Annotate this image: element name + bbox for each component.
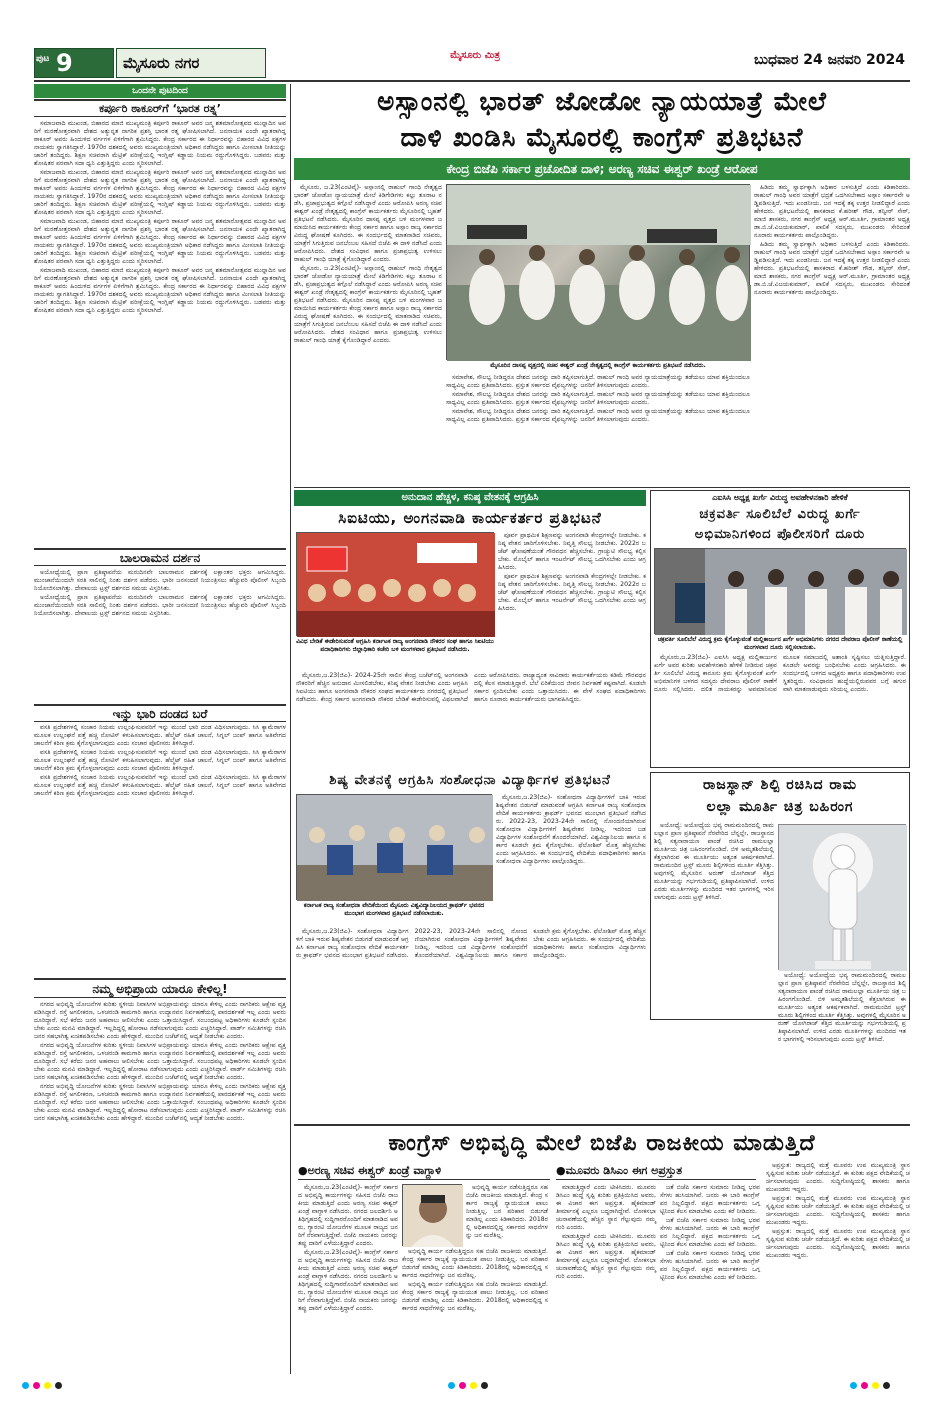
masthead-rule	[34, 80, 910, 82]
bottom-body5: ಅಪ್ರಸ್ತುತ: ರಾಜ್ಯದಲ್ಲಿ ಮತ್ತೆ ಮೂವರು ಉಪ ಮುಖ್ಯಮಂತ್ರಿ ಸ್ಥಾನ ಸೃಷ್ಟಿಸುವ ಕುರಿತು ಚರ್ಚೆ ನಡೆಯುತ್ತಿದೆ. ಈ ಕುರಿತು ಪಕ್ಷದ ವೇದಿಕೆಯಲ್ಲಿ ಚರ್ಚಿಸಲಾಗುವುದು ಎಂದರು. ಸುದ್ದಿಗೋಷ್ಠಿಯಲ್ಲಿ ಶಾಸಕರು ಹಾಗೂ ಮುಖಂಡರು ಇದ್ದರು. ಅಪ್ರಸ್ತುತ: ರಾಜ್ಯದಲ್ಲಿ ಮತ್ತೆ ಮೂವರು ಉಪ ಮುಖ್ಯಮಂತ್ರಿ ಸ್ಥಾನ ಸೃಷ್ಟಿಸುವ ಕುರಿತು ಚರ್ಚೆ ನಡೆಯುತ್ತಿದೆ. ಈ ಕುರಿತು ಪಕ್ಷದ ವೇದಿಕೆಯಲ್ಲಿ ಚರ್ಚಿಸಲಾಗುವುದು ಎಂದರು. ಸುದ್ದಿಗೋಷ್ಠಿಯಲ್ಲಿ ಶಾಸಕರು ಹಾಗೂ ಮುಖಂಡರು ಇದ್ದರು. ಅಪ್ರಸ್ತುತ: ರಾಜ್ಯದಲ್ಲಿ ಮತ್ತೆ ಮೂವರು ಉಪ ಮುಖ್ಯಮಂತ್ರಿ ಸ್ಥಾನ ಸೃಷ್ಟಿಸುವ ಕುರಿತು ಚರ್ಚೆ ನಡೆಯುತ್ತಿದೆ. ಈ ಕುರಿತು ಪಕ್ಷದ ವೇದಿಕೆಯಲ್ಲಿ ಚರ್ಚಿಸಲಾಗುವುದು ಎಂದರು. ಸುದ್ದಿಗೋಷ್ಠಿಯಲ್ಲಿ ಶಾಸಕರು ಹಾಗೂ ಮುಖಂಡರು ಇದ್ದರು.	[766, 1162, 910, 1259]
lead-body-right: ಹಿಡಿದು ತಮ್ಮ ಸ್ವಾರ್ಥಕ್ಕಾಗಿ ಅಧಿಕಾರ ಬಳಸುತ್ತಿದೆ ಎಂದು ಕಿಡಿಕಾರಿದರು. ರಾಹುಲ್ ಗಾಂಧಿ ಅವರ ಯಾತ್ರೆಗೆ ಭದ್ರತೆ ಒದಗಿಸಬೇಕಾದ ಅಸ್ಸಾಂ ಸರ್ಕಾರವೇ ಅಡ್ಡಿಪಡಿಸುತ್ತಿದೆ. ಇದು ಖಂಡನೀಯ. ಜನ ಇದಕ್ಕೆ ತಕ್ಕ ಉತ್ತರ ನೀಡಲಿದ್ದಾರೆ ಎಂದು ಹೇಳಿದರು. ಪ್ರತಿಭಟನೆಯಲ್ಲಿ ಶಾಸಕರಾದ ಕೆ.ಹರೀಶ್ ಗೌಡ, ತನ್ವೀರ್ ಸೇಠ್, ಮಾಜಿ ಶಾಸಕರು, ನಗರ ಕಾಂಗ್ರೆಸ್ ಅಧ್ಯಕ್ಷ ಆರ್.ಮೂರ್ತಿ, ಗ್ರಾಮಾಂತರ ಅಧ್ಯಕ್ಷ ಡಾ.ಬಿ.ಜೆ.ವಿಜಯಕುಮಾರ್, ಪಾಲಿಕೆ ಸದಸ್ಯರು, ಮುಖಂಡರು ಸೇರಿದಂತೆ ನೂರಾರು ಕಾರ್ಯಕರ್ತರು ಪಾಲ್ಗೊಂಡಿದ್ದರು. ಹಿಡಿದು ತಮ್ಮ ಸ್ವಾರ್ಥಕ್ಕಾಗಿ ಅಧಿಕಾರ ಬಳಸುತ್ತಿದೆ ಎಂದು ಕಿಡಿಕಾರಿದರು. ರಾಹುಲ್ ಗಾಂಧಿ ಅವರ ಯಾತ್ರೆಗೆ ಭದ್ರತೆ ಒದಗಿಸಬೇಕಾದ ಅಸ್ಸಾಂ ಸರ್ಕಾರವೇ ಅಡ್ಡಿಪಡಿಸುತ್ತಿದೆ. ಇದು ಖಂಡನೀಯ. ಜನ ಇದಕ್ಕೆ ತಕ್ಕ ಉತ್ತರ ನೀಡಲಿದ್ದಾರೆ ಎಂದು ಹೇಳಿದರು. ಪ್ರತಿಭಟನೆಯಲ್ಲಿ ಶಾಸಕರಾದ ಕೆ.ಹರೀಶ್ ಗೌಡ, ತನ್ವೀರ್ ಸೇಠ್, ಮಾಜಿ ಶಾಸಕರು, ನಗರ ಕಾಂಗ್ರೆಸ್ ಅಧ್ಯಕ್ಷ ಆರ್.ಮೂರ್ತಿ, ಗ್ರಾಮಾಂತರ ಅಧ್ಯಕ್ಷ ಡಾ.ಬಿ.ಜೆ.ವಿಜಯಕುಮಾರ್, ಪಾಲಿಕೆ ಸದಸ್ಯರು, ಮುಖಂಡರು ಸೇರಿದಂತೆ ನೂರಾರು ಕಾರ್ಯಕರ್ತರು ಪಾಲ್ಗೊಂಡಿದ್ದರು.	[754, 184, 910, 296]
lead-body-bottom: ಸಮಾವೇಶ, ಸೌಲಭ್ಯ ನೀಡಿದ್ದರೂ ದೇಶದ ಜನರನ್ನು ದಾರಿ ತಪ್ಪಿಸಲಾಗುತ್ತಿದೆ. ರಾಹುಲ್ ಗಾಂಧಿ ಅವರ ನ್ಯಾಯಯಾತ್ರೆಯನ್ನು ತಡೆಯಲು ಯಾವ ಶಕ್ತಿಯಿಂದಲೂ ಸಾಧ್ಯವಿಲ್ಲ ಎಂದು ಪ್ರತಿಪಾದಿಸಿದರು. ಪ್ರಸ್ತುತ ಸರ್ಕಾರದ ವೈಫಲ್ಯಗಳನ್ನು ಜನರಿಗೆ ತಿಳಿಸಲಾಗುವುದು ಎಂದರು. ಸಮಾವೇಶ, ಸೌಲಭ್ಯ ನೀಡಿದ್ದರೂ ದೇಶದ ಜನರನ್ನು ದಾರಿ ತಪ್ಪಿಸಲಾಗುತ್ತಿದೆ. ರಾಹುಲ್ ಗಾಂಧಿ ಅವರ ನ್ಯಾಯಯಾತ್ರೆಯನ್ನು ತಡೆಯಲು ಯಾವ ಶಕ್ತಿಯಿಂದಲೂ ಸಾಧ್ಯವಿಲ್ಲ ಎಂದು ಪ್ರತಿಪಾದಿಸಿದರು. ಪ್ರಸ್ತುತ ಸರ್ಕಾರದ ವೈಫಲ್ಯಗಳನ್ನು ಜನರಿಗೆ ತಿಳಿಸಲಾಗುವುದು ಎಂದರು. ಸಮಾವೇಶ, ಸೌಲಭ್ಯ ನೀಡಿದ್ದರೂ ದೇಶದ ಜನರನ್ನು ದಾರಿ ತಪ್ಪಿಸಲಾಗುತ್ತಿದೆ. ರಾಹುಲ್ ಗಾಂಧಿ ಅವರ ನ್ಯಾಯಯಾತ್ರೆಯನ್ನು ತಡೆಯಲು ಯಾವ ಶಕ್ತಿಯಿಂದಲೂ ಸಾಧ್ಯವಿಲ್ಲ ಎಂದು ಪ್ರತಿಪಾದಿಸಿದರು. ಪ್ರಸ್ತುತ ಸರ್ಕಾರದ ವೈಫಲ್ಯಗಳನ್ನು ಜನರಿಗೆ ತಿಳಿಸಲಾಗುವುದು ಎಂದರು.	[446, 374, 750, 423]
cyan-dot	[22, 1382, 29, 1389]
ram-body-lower: ಅಯೋಧ್ಯೆ: ಅಯೋಧ್ಯೆಯ ಭವ್ಯ ರಾಮಮಂದಿರದಲ್ಲಿ ರಾಮಲಲ್ಲಾನ ಪ್ರಾಣ ಪ್ರತಿಷ್ಠಾಪನೆ ನೆರವೇರಿದ ಬೆನ್ನಲ್ಲೇ, ರಾಜಸ್ಥಾನದ ಶಿಲ್ಪಿ ಸತ್ಯನಾರಾಯಣ ಪಾಂಡೆ ರಚಿಸಿದ ರಾಮಲಲ್ಲಾ ಮೂರ್ತಿಯ ಚಿತ್ರ ಬಹಿರಂಗಗೊಂಡಿದೆ. ಬಿಳಿ ಅಮೃತಶಿಲೆಯಲ್ಲಿ ಕೆತ್ತಲಾಗಿರುವ ಈ ಮೂರ್ತಿಯು ಅತ್ಯಂತ ಆಕರ್ಷಕವಾಗಿದೆ. ರಾಮಮಂದಿರ ಟ್ರಸ್ಟ್ ಮೂರು ಶಿಲ್ಪಿಗಳಿಂದ ಮೂರ್ತಿ ಕೆತ್ತಿಸಿತ್ತು. ಅವುಗಳಲ್ಲಿ ಮೈಸೂರಿನ ಅರುಣ್ ಯೋಗಿರಾಜ್ ಕೆತ್ತಿದ ಮೂರ್ತಿಯನ್ನು ಗರ್ಭಗುಡಿಯಲ್ಲಿ ಪ್ರತಿಷ್ಠಾಪಿಸಲಾಗಿದೆ. ಉಳಿದ ಎರಡು ಮೂರ್ತಿಗಳನ್ನು ಮಂದಿರದ ಇತರ ಭಾಗಗಳಲ್ಲಿ ಇರಿಸಲಾಗುವುದು ಎಂದು ಟ್ರಸ್ಟ್ ತಿಳಿಸಿದೆ.	[778, 972, 906, 1043]
page-number: 9	[56, 49, 73, 77]
lead-photo	[446, 184, 750, 360]
yellow-dot	[44, 1382, 51, 1389]
black-dot	[481, 1382, 488, 1389]
minister-photo	[402, 1184, 462, 1246]
bottom-sub2: ●ಮೂವರು ಡಿಸಿಎಂ ಈಗ ಅಪ್ರಸ್ತುತ	[556, 1162, 756, 1180]
ram-idol-image	[779, 825, 907, 971]
story1-body: ಸಮಾಜವಾದಿ ಮುಖಂಡ, ಬಿಹಾರದ ಮಾಜಿ ಮುಖ್ಯಮಂತ್ರಿ ಕರ್ಪೂರಿ ಠಾಕೂರ್ ಅವರ ಜನ್ಮ ಶತಮಾನೋತ್ಸವದ ಮುನ್ನಾದಿನ ಅವರಿಗೆ ಮರಣೋತ್ತರವಾಗಿ ದೇಶದ ಅತ್ಯುನ್ನತ ನಾಗರಿಕ ಪ್ರಶಸ್ತಿ ಭಾರತ ರತ್ನ ಘೋಷಿಸಲಾಗಿದೆ. ಜನನಾಯಕ ಎಂದೇ ಖ್ಯಾತರಾಗಿದ್ದ ಠಾಕೂರ್ ಅವರು ಹಿಂದುಳಿದ ವರ್ಗಗಳ ಏಳಿಗೆಗಾಗಿ ಶ್ರಮಿಸಿದ್ದರು. ಕೇಂದ್ರ ಸರ್ಕಾರದ ಈ ನಿರ್ಧಾರವನ್ನು ಬಿಹಾರದ ವಿವಿಧ ಪಕ್ಷಗಳ ನಾಯಕರು ಸ್ವಾಗತಿಸಿದ್ದಾರೆ. 1970ರ ದಶಕದಲ್ಲಿ ಅವರು ಮುಖ್ಯಮಂತ್ರಿಯಾಗಿ ಅಧಿಕಾರ ನಡೆಸಿದ್ದರು ಹಾಗೂ ಮೀಸಲಾತಿ ನೀತಿಯನ್ನು ಜಾರಿಗೆ ತಂದಿದ್ದರು. ಶಿಕ್ಷಣ ಸಚಿವರಾಗಿ ಮೆಟ್ರಿಕ್ ಪರೀಕ್ಷೆಯಲ್ಲಿ ಇಂಗ್ಲಿಷ್ ಕಡ್ಡಾಯ ನಿಯಮ ರದ್ದುಗೊಳಿಸಿದ್ದರು. ಬಡವರು ಮತ್ತು ಶೋಷಿತರ ಪರವಾಗಿ ಸದಾ ಧ್ವನಿ ಎತ್ತುತ್ತಿದ್ದರು ಎಂದು ಸ್ಮರಿಸಲಾಗಿದೆ. ಸಮಾಜವಾದಿ ಮುಖಂಡ, ಬಿಹಾರದ ಮಾಜಿ ಮುಖ್ಯಮಂತ್ರಿ ಕರ್ಪೂರಿ ಠಾಕೂರ್ ಅವರ ಜನ್ಮ ಶತಮಾನೋತ್ಸವದ ಮುನ್ನಾದಿನ ಅವರಿಗೆ ಮರಣೋತ್ತರವಾಗಿ ದೇಶದ ಅತ್ಯುನ್ನತ ನಾಗರಿಕ ಪ್ರಶಸ್ತಿ ಭಾರತ ರತ್ನ ಘೋಷಿಸಲಾಗಿದೆ. ಜನನಾಯಕ ಎಂದೇ ಖ್ಯಾತರಾಗಿದ್ದ ಠಾಕೂರ್ ಅವರು ಹಿಂದುಳಿದ ವರ್ಗಗಳ ಏಳಿಗೆಗಾಗಿ ಶ್ರಮಿಸಿದ್ದರು. ಕೇಂದ್ರ ಸರ್ಕಾರದ ಈ ನಿರ್ಧಾರವನ್ನು ಬಿಹಾರದ ವಿವಿಧ ಪಕ್ಷಗಳ ನಾಯಕರು ಸ್ವಾಗತಿಸಿದ್ದಾರೆ. 1970ರ ದಶಕದಲ್ಲಿ ಅವರು ಮುಖ್ಯಮಂತ್ರಿಯಾಗಿ ಅಧಿಕಾರ ನಡೆಸಿದ್ದರು ಹಾಗೂ ಮೀಸಲಾತಿ ನೀತಿಯನ್ನು ಜಾರಿಗೆ ತಂದಿದ್ದರು. ಶಿಕ್ಷಣ ಸಚಿವರಾಗಿ ಮೆಟ್ರಿಕ್ ಪರೀಕ್ಷೆಯಲ್ಲಿ ಇಂಗ್ಲಿಷ್ ಕಡ್ಡಾಯ ನಿಯಮ ರದ್ದುಗೊಳಿಸಿದ್ದರು. ಬಡವರು ಮತ್ತು ಶೋಷಿತರ ಪರವಾಗಿ ಸದಾ ಧ್ವನಿ ಎತ್ತುತ್ತಿದ್ದರು ಎಂದು ಸ್ಮರಿಸಲಾಗಿದೆ. ಸಮಾಜವಾದಿ ಮುಖಂಡ, ಬಿಹಾರದ ಮಾಜಿ ಮುಖ್ಯಮಂತ್ರಿ ಕರ್ಪೂರಿ ಠಾಕೂರ್ ಅವರ ಜನ್ಮ ಶತಮಾನೋತ್ಸವದ ಮುನ್ನಾದಿನ ಅವರಿಗೆ ಮರಣೋತ್ತರವಾಗಿ ದೇಶದ ಅತ್ಯುನ್ನತ ನಾಗರಿಕ ಪ್ರಶಸ್ತಿ ಭಾರತ ರತ್ನ ಘೋಷಿಸಲಾಗಿದೆ. ಜನನಾಯಕ ಎಂದೇ ಖ್ಯಾತರಾಗಿದ್ದ ಠಾಕೂರ್ ಅವರು ಹಿಂದುಳಿದ ವರ್ಗಗಳ ಏಳಿಗೆಗಾಗಿ ಶ್ರಮಿಸಿದ್ದರು. ಕೇಂದ್ರ ಸರ್ಕಾರದ ಈ ನಿರ್ಧಾರವನ್ನು ಬಿಹಾರದ ವಿವಿಧ ಪಕ್ಷಗಳ ನಾಯಕರು ಸ್ವಾಗತಿಸಿದ್ದಾರೆ. 1970ರ ದಶಕದಲ್ಲಿ ಅವರು ಮುಖ್ಯಮಂತ್ರಿಯಾಗಿ ಅಧಿಕಾರ ನಡೆಸಿದ್ದರು ಹಾಗೂ ಮೀಸಲಾತಿ ನೀತಿಯನ್ನು ಜಾರಿಗೆ ತಂದಿದ್ದರು. ಶಿಕ್ಷಣ ಸಚಿವರಾಗಿ ಮೆಟ್ರಿಕ್ ಪರೀಕ್ಷೆಯಲ್ಲಿ ಇಂಗ್ಲಿಷ್ ಕಡ್ಡಾಯ ನಿಯಮ ರದ್ದುಗೊಳಿಸಿದ್ದರು. ಬಡವರು ಮತ್ತು ಶೋಷಿತರ ಪರವಾಗಿ ಸದಾ ಧ್ವನಿ ಎತ್ತುತ್ತಿದ್ದರು ಎಂದು ಸ್ಮರಿಸಲಾಗಿದೆ. ಸಮಾಜವಾದಿ ಮುಖಂಡ, ಬಿಹಾರದ ಮಾಜಿ ಮುಖ್ಯಮಂತ್ರಿ ಕರ್ಪೂರಿ ಠಾಕೂರ್ ಅವರ ಜನ್ಮ ಶತಮಾನೋತ್ಸವದ ಮುನ್ನಾದಿನ ಅವರಿಗೆ ಮರಣೋತ್ತರವಾಗಿ ದೇಶದ ಅತ್ಯುನ್ನತ ನಾಗರಿಕ ಪ್ರಶಸ್ತಿ ಭಾರತ ರತ್ನ ಘೋಷಿಸಲಾಗಿದೆ. ಜನನಾಯಕ ಎಂದೇ ಖ್ಯಾತರಾಗಿದ್ದ ಠಾಕೂರ್ ಅವರು ಹಿಂದುಳಿದ ವರ್ಗಗಳ ಏಳಿಗೆಗಾಗಿ ಶ್ರಮಿಸಿದ್ದರು. ಕೇಂದ್ರ ಸರ್ಕಾರದ ಈ ನಿರ್ಧಾರವನ್ನು ಬಿಹಾರದ ವಿವಿಧ ಪಕ್ಷಗಳ ನಾಯಕರು ಸ್ವಾಗತಿಸಿದ್ದಾರೆ. 1970ರ ದಶಕದಲ್ಲಿ ಅವರು ಮುಖ್ಯಮಂತ್ರಿಯಾಗಿ ಅಧಿಕಾರ ನಡೆಸಿದ್ದರು ಹಾಗೂ ಮೀಸಲಾತಿ ನೀತಿಯನ್ನು ಜಾರಿಗೆ ತಂದಿದ್ದರು. ಶಿಕ್ಷಣ ಸಚಿವರಾಗಿ ಮೆಟ್ರಿಕ್ ಪರೀಕ್ಷೆಯಲ್ಲಿ ಇಂಗ್ಲಿಷ್ ಕಡ್ಡಾಯ ನಿಯಮ ರದ್ದುಗೊಳಿಸಿದ್ದರು. ಬಡವರು ಮತ್ತು ಶೋಷಿತರ ಪರವಾಗಿ ಸದಾ ಧ್ವನಿ ಎತ್ತುತ್ತಿದ್ದರು ಎಂದು ಸ್ಮರಿಸಲಾಗಿದೆ.	[34, 120, 286, 314]
ram-headline-line1: ರಾಜಸ್ಥಾನ್ ಶಿಲ್ಪಿ ರಚಿಸಿದ ರಾಮ	[702, 777, 858, 793]
paper-name: ಮೈಸೂರು ಮಿತ್ರ	[450, 50, 500, 61]
bottom-body2-top: ಅಭಿವೃದ್ಧಿ ಕಾರ್ಯ ನಡೆಸುತ್ತಿದ್ದರೂ ಸಹ ಬಿಜೆಪಿ ರಾಜಕೀಯ ಮಾಡುತ್ತಿದೆ. ಕೇಂದ್ರ ಸರ್ಕಾರ ರಾಜ್ಯಕ್ಕೆ ನ್ಯಾಯಯುತ ಪಾಲು ನೀಡುತ್ತಿಲ್ಲ. ಬರ ಪರಿಹಾರ ಬಿಡುಗಡೆ ಮಾಡಿಲ್ಲ ಎಂದು ಕಿಡಿಕಾರಿದರು. 2018ರಲ್ಲಿ ಅಧಿಕಾರದಲ್ಲಿದ್ದ ಸರ್ಕಾರದ ಸಾಧನೆಗಳನ್ನು ಜನ ಮರೆತಿಲ್ಲ.	[466, 1184, 548, 1239]
bottom-body1: ಮೈಸೂರು,ಜ.23(ಎಂಟಿವೈ)- ಕಾಂಗ್ರೆಸ್ ಸರ್ಕಾರದ ಅಭಿವೃದ್ಧಿ ಕಾರ್ಯಗಳನ್ನು ಸಹಿಸದ ಬಿಜೆಪಿ ರಾಜಕೀಯ ಮಾಡುತ್ತಿದೆ ಎಂದು ಅರಣ್ಯ ಸಚಿವ ಈಶ್ವರ್ ಖಂಡ್ರೆ ವಾಗ್ದಾಳಿ ನಡೆಸಿದರು. ನಗರದ ಜಲದರ್ಶಿನಿ ಅತಿಥಿಗೃಹದಲ್ಲಿ ಸುದ್ದಿಗಾರರೊಂದಿಗೆ ಮಾತನಾಡಿದ ಅವರು, ಗ್ಯಾರಂಟಿ ಯೋಜನೆಗಳ ಮೂಲಕ ರಾಜ್ಯದ ಜನರಿಗೆ ನೆರವಾಗುತ್ತಿದ್ದೇವೆ. ಬಿಜೆಪಿ ನಾಯಕರು ಜನರನ್ನು ತಪ್ಪು ದಾರಿಗೆ ಎಳೆಯುತ್ತಿದ್ದಾರೆ ಎಂದರು. ಮೈಸೂರು,ಜ.23(ಎಂಟಿವೈ)- ಕಾಂಗ್ರೆಸ್ ಸರ್ಕಾರದ ಅಭಿವೃದ್ಧಿ ಕಾರ್ಯಗಳನ್ನು ಸಹಿಸದ ಬಿಜೆಪಿ ರಾಜಕೀಯ ಮಾಡುತ್ತಿದೆ ಎಂದು ಅರಣ್ಯ ಸಚಿವ ಈಶ್ವರ್ ಖಂಡ್ರೆ ವಾಗ್ದಾಳಿ ನಡೆಸಿದರು. ನಗರದ ಜಲದರ್ಶಿನಿ ಅತಿಥಿಗೃಹದಲ್ಲಿ ಸುದ್ದಿಗಾರರೊಂದಿಗೆ ಮಾತನಾಡಿದ ಅವರು, ಗ್ಯಾರಂಟಿ ಯೋಜನೆಗಳ ಮೂಲಕ ರಾಜ್ಯದ ಜನರಿಗೆ ನೆರವಾಗುತ್ತಿದ್ದೇವೆ. ಬಿಜೆಪಿ ನಾಯಕರು ಜನರನ್ನು ತಪ್ಪು ದಾರಿಗೆ ಎಳೆಯುತ್ತಿದ್ದಾರೆ ಎಂದರು.	[298, 1184, 398, 1312]
citu-body-right: ಪೂರ್ವ ಪ್ರಾಥಮಿಕ ಶಿಕ್ಷಣವನ್ನು ಅಂಗನವಾಡಿ ಕೇಂದ್ರಗಳಲ್ಲೇ ನೀಡಬೇಕು. ಕನಿಷ್ಠ ವೇತನ ಜಾರಿಗೊಳಿಸಬೇಕು. ನಿವೃತ್ತಿ ಸೌಲಭ್ಯ ನೀಡಬೇಕು. 2022ರ ಬಜೆಟ್ ಘೋಷಣೆಯಂತೆ ಗೌರವಧನ ಹೆಚ್ಚಿಸಬೇಕು. ಗ್ರಾಚ್ಯುಟಿ ಸೌಲಭ್ಯ ಕಲ್ಪಿಸಬೇಕು. ಮೊಬೈಲ್ ಹಾಗೂ ಇಂಟರ್ನೆಟ್ ಸೌಲಭ್ಯ ಒದಗಿಸಬೇಕು ಎಂದು ಆಗ್ರಹಿಸಿದರು. ಪೂರ್ವ ಪ್ರಾಥಮಿಕ ಶಿಕ್ಷಣವನ್ನು ಅಂಗನವಾಡಿ ಕೇಂದ್ರಗಳಲ್ಲೇ ನೀಡಬೇಕು. ಕನಿಷ್ಠ ವೇತನ ಜಾರಿಗೊಳಿಸಬೇಕು. ನಿವೃತ್ತಿ ಸೌಲಭ್ಯ ನೀಡಬೇಕು. 2022ರ ಬಜೆಟ್ ಘೋಷಣೆಯಂತೆ ಗೌರವಧನ ಹೆಚ್ಚಿಸಬೇಕು. ಗ್ರಾಚ್ಯುಟಿ ಸೌಲಭ್ಯ ಕಲ್ಪಿಸಬೇಕು. ಮೊಬೈಲ್ ಹಾಗೂ ಇಂಟರ್ನೆಟ್ ಸೌಲಭ್ಯ ಒದಗಿಸಬೇಕು ಎಂದು ಆಗ್ರಹಿಸಿದರು.	[498, 532, 646, 612]
citu-headline: ಸಿಐಟಿಯು, ಅಂಗನವಾಡಿ ಕಾರ್ಯಕರ್ತರ ಪ್ರತಿಭಟನೆ	[338, 509, 602, 527]
lead-headline-line1: ಅಸ್ಸಾಂನಲ್ಲಿ ಭಾರತ್ ಜೋಡೋ ನ್ಯಾಯಯಾತ್ರೆ ಮೇಲೆ	[377, 87, 827, 117]
magenta-dot	[459, 1382, 466, 1389]
kicker-bar: ಒಂದನೇ ಪುಟದಿಂದ	[34, 84, 286, 98]
protest-crowd-image	[447, 185, 751, 361]
story2-body: ಅಯೋಧ್ಯೆಯಲ್ಲಿ ಪ್ರಾಣ ಪ್ರತಿಷ್ಠಾಪನೆಯ ಮರುದಿನವೇ ಬಾಲರಾಮನ ದರ್ಶನಕ್ಕೆ ಲಕ್ಷಾಂತರ ಭಕ್ತರು ಆಗಮಿಸಿದ್ದರು. ಮುಂಜಾನೆಯಿಂದಲೇ ಸರತಿ ಸಾಲಿನಲ್ಲಿ ನಿಂತು ದರ್ಶನ ಪಡೆದರು. ಭಾರೀ ಜನಸಂದಣಿ ನಿಯಂತ್ರಿಸಲು ಹೆಚ್ಚುವರಿ ಪೊಲೀಸ್ ಸಿಬ್ಬಂದಿ ನಿಯೋಜಿಸಲಾಗಿತ್ತು. ದೇವಾಲಯ ಟ್ರಸ್ಟ್ ದರ್ಶನದ ಸಮಯ ವಿಸ್ತರಿಸಿತು. ಅಯೋಧ್ಯೆಯಲ್ಲಿ ಪ್ರಾಣ ಪ್ರತಿಷ್ಠಾಪನೆಯ ಮರುದಿನವೇ ಬಾಲರಾಮನ ದರ್ಶನಕ್ಕೆ ಲಕ್ಷಾಂತರ ಭಕ್ತರು ಆಗಮಿಸಿದ್ದರು. ಮುಂಜಾನೆಯಿಂದಲೇ ಸರತಿ ಸಾಲಿನಲ್ಲಿ ನಿಂತು ದರ್ಶನ ಪಡೆದರು. ಭಾರೀ ಜನಸಂದಣಿ ನಿಯಂತ್ರಿಸಲು ಹೆಚ್ಚುವರಿ ಪೊಲೀಸ್ ಸಿಬ್ಬಂದಿ ನಿಯೋಜಿಸಲಾಗಿತ್ತು. ದೇವಾಲಯ ಟ್ರಸ್ಟ್ ದರ್ಶನದ ಸಮಯ ವಿಸ್ತರಿಸಿತು.	[34, 569, 286, 617]
minister-portrait-image	[403, 1185, 463, 1247]
kharge-headline-line1: ಚಕ್ರವರ್ತಿ ಸೂಲಿಬೆಲೆ ವಿರುದ್ಧ ಖರ್ಗೆ	[699, 507, 861, 522]
page-label: ಪುಟ	[36, 54, 50, 64]
bottom-sub1: ●ಅರಣ್ಯ ಸಚಿವ ಈಶ್ವರ್ ಖಂಡ್ರೆ ವಾಗ್ದಾಳಿ	[298, 1162, 550, 1180]
yellow-dot	[470, 1382, 477, 1389]
story3-body: ವಸತಿ ಪ್ರದೇಶಗಳಲ್ಲಿ ಸಂಚಾರ ನಿಯಮ ಉಲ್ಲಂಘಿಸುವವರಿಗೆ ಇನ್ನು ಮುಂದೆ ಭಾರಿ ದಂಡ ವಿಧಿಸಲಾಗುವುದು. ಸಿಸಿ ಕ್ಯಾಮೆರಾಗಳ ಮೂಲಕ ಉಲ್ಲಂಘನೆ ಪತ್ತೆ ಹಚ್ಚಿ ನೋಟಿಸ್ ಕಳುಹಿಸಲಾಗುವುದು. ಹೆಲ್ಮೆಟ್ ರಹಿತ ಚಾಲನೆ, ಸಿಗ್ನಲ್ ಜಂಪ್ ಹಾಗೂ ಅತಿವೇಗದ ಚಾಲನೆಗೆ ಕಠಿಣ ಕ್ರಮ ಕೈಗೊಳ್ಳಲಾಗುವುದು ಎಂದು ಸಂಚಾರ ಪೊಲೀಸರು ತಿಳಿಸಿದ್ದಾರೆ. ವಸತಿ ಪ್ರದೇಶಗಳಲ್ಲಿ ಸಂಚಾರ ನಿಯಮ ಉಲ್ಲಂಘಿಸುವವರಿಗೆ ಇನ್ನು ಮುಂದೆ ಭಾರಿ ದಂಡ ವಿಧಿಸಲಾಗುವುದು. ಸಿಸಿ ಕ್ಯಾಮೆರಾಗಳ ಮೂಲಕ ಉಲ್ಲಂಘನೆ ಪತ್ತೆ ಹಚ್ಚಿ ನೋಟಿಸ್ ಕಳುಹಿಸಲಾಗುವುದು. ಹೆಲ್ಮೆಟ್ ರಹಿತ ಚಾಲನೆ, ಸಿಗ್ನಲ್ ಜಂಪ್ ಹಾಗೂ ಅತಿವೇಗದ ಚಾಲನೆಗೆ ಕಠಿಣ ಕ್ರಮ ಕೈಗೊಳ್ಳಲಾಗುವುದು ಎಂದು ಸಂಚಾರ ಪೊಲೀಸರು ತಿಳಿಸಿದ್ದಾರೆ. ವಸತಿ ಪ್ರದೇಶಗಳಲ್ಲಿ ಸಂಚಾರ ನಿಯಮ ಉಲ್ಲಂಘಿಸುವವರಿಗೆ ಇನ್ನು ಮುಂದೆ ಭಾರಿ ದಂಡ ವಿಧಿಸಲಾಗುವುದು. ಸಿಸಿ ಕ್ಯಾಮೆರಾಗಳ ಮೂಲಕ ಉಲ್ಲಂಘನೆ ಪತ್ತೆ ಹಚ್ಚಿ ನೋಟಿಸ್ ಕಳುಹಿಸಲಾಗುವುದು. ಹೆಲ್ಮೆಟ್ ರಹಿತ ಚಾಲನೆ, ಸಿಗ್ನಲ್ ಜಂಪ್ ಹಾಗೂ ಅತಿವೇಗದ ಚಾಲನೆಗೆ ಕಠಿಣ ಕ್ರಮ ಕೈಗೊಳ್ಳಲಾಗುವುದು ಎಂದು ಸಂಚಾರ ಪೊಲೀಸರು ತಿಳಿಸಿದ್ದಾರೆ.	[34, 724, 286, 797]
scholarship-body-bottom: ಮೈಸೂರು,ಜ.23(ಜಿಎ)- ಸಂಶೋಧನಾ ವಿದ್ಯಾರ್ಥಿಗಳಿಗೆ ಬಾಕಿ ಇರುವ ಶಿಷ್ಯವೇತನ ಬಿಡುಗಡೆ ಮಾಡುವಂತೆ ಆಗ್ರಹಿಸಿ ಕರ್ನಾಟಕ ರಾಜ್ಯ ಸಂಶೋಧನಾ ವೇದಿಕೆ ಕಾರ್ಯಕರ್ತರು ಕ್ರಾಫರ್ಡ್ ಭವನದ ಮುಂಭಾಗ ಪ್ರತಿಭಟನೆ ನಡೆಸಿದರು. 2022-23, 2023-24ನೇ ಸಾಲಿನಲ್ಲಿ ನೋಂದಣಿಯಾಗಿರುವ ಸಂಶೋಧನಾ ವಿದ್ಯಾರ್ಥಿಗಳಿಗೆ ಶಿಷ್ಯವೇತನ ನೀಡಿಲ್ಲ. ಇದರಿಂದ ಬಡ ವಿದ್ಯಾರ್ಥಿಗಳ ಸಂಶೋಧನೆಗೆ ತೊಂದರೆಯಾಗಿದೆ. ವಿಶ್ವವಿದ್ಯಾನಿಲಯ ಹಾಗೂ ಸರ್ಕಾರ ಕೂಡಲೇ ಕ್ರಮ ಕೈಗೊಳ್ಳಬೇಕು. ಫೆಲೋಶಿಪ್ ಮೊತ್ತ ಹೆಚ್ಚಿಸಬೇಕು ಎಂದು ಆಗ್ರಹಿಸಿದರು. ಈ ಸಂದರ್ಭದಲ್ಲಿ ವೇದಿಕೆಯ ಪದಾಧಿಕಾರಿಗಳು ಹಾಗೂ ಸಂಶೋಧನಾ ವಿದ್ಯಾರ್ಥಿಗಳು ಪಾಲ್ಗೊಂಡಿದ್ದರು.	[296, 928, 646, 959]
black-dot	[883, 1382, 890, 1389]
ram-idol-photo	[778, 824, 906, 970]
story1-headline: ಕರ್ಪೂರಿ ಠಾಕೂರ್‌ಗೆ ‘ಭಾರತ ರತ್ನ’	[34, 99, 286, 117]
scholarship-headline: ಶಿಷ್ಯ ವೇತನಕ್ಕೆ ಆಗ್ರಹಿಸಿ ಸಂಶೋಧನಾ ವಿದ್ಯಾರ್ಥಿಗಳ ಪ್ರತಿಭಟನೆ	[329, 773, 611, 788]
kharge-kicker: ಎಐಸಿಸಿ ಅಧ್ಯಕ್ಷ ಖರ್ಗೆ ವಿರುದ್ಧ ಅವಹೇಳನಕಾರಿ ಹೇಳಿಕೆ	[712, 493, 848, 502]
registration-marks-center	[448, 1382, 508, 1392]
lead-subhead: ಕೇಂದ್ರ ಬಿಜೆಪಿ ಸರ್ಕಾರ ಪ್ರಚೋದಿತ ದಾಳಿ; ಅರಣ್ಯ ಸಚಿವ ಈಶ್ವರ್ ಖಂಡ್ರೆ ಆರೋಪ	[294, 158, 910, 180]
kharge-photo-caption: ಚಕ್ರವರ್ತಿ ಸೂಲಿಬೆಲೆ ವಿರುದ್ಧ ಕ್ರಮ ಕೈಗೊಳ್ಳುವಂತೆ ಮಲ್ಲಿಕಾರ್ಜುನ ಖರ್ಗೆ ಅಭಿಮಾನಿಗಳು ನಗರದ ದೇವರಾಜ ಪೊಲೀಸ್ ಠಾಣೆಯಲ್ಲಿ ಮಂಗಳವಾರ ದೂರು ಸಲ್ಲಿಸಲಾಯಿತು.	[657, 636, 903, 651]
lead-headline-line2: ದಾಳಿ ಖಂಡಿಸಿ ಮೈಸೂರಲ್ಲಿ ಕಾಂಗ್ರೆಸ್ ಪ್ರತಿಭಟನೆ	[400, 123, 804, 153]
section-title: ಮೈಸೂರು ನಗರ	[116, 48, 266, 78]
cyan-dot	[448, 1382, 455, 1389]
cyan-dot	[850, 1382, 857, 1389]
ram-body: ಅಯೋಧ್ಯೆ: ಅಯೋಧ್ಯೆಯ ಭವ್ಯ ರಾಮಮಂದಿರದಲ್ಲಿ ರಾಮಲಲ್ಲಾನ ಪ್ರಾಣ ಪ್ರತಿಷ್ಠಾಪನೆ ನೆರವೇರಿದ ಬೆನ್ನಲ್ಲೇ, ರಾಜಸ್ಥಾನದ ಶಿಲ್ಪಿ ಸತ್ಯನಾರಾಯಣ ಪಾಂಡೆ ರಚಿಸಿದ ರಾಮಲಲ್ಲಾ ಮೂರ್ತಿಯ ಚಿತ್ರ ಬಹಿರಂಗಗೊಂಡಿದೆ. ಬಿಳಿ ಅಮೃತಶಿಲೆಯಲ್ಲಿ ಕೆತ್ತಲಾಗಿರುವ ಈ ಮೂರ್ತಿಯು ಅತ್ಯಂತ ಆಕರ್ಷಕವಾಗಿದೆ. ರಾಮಮಂದಿರ ಟ್ರಸ್ಟ್ ಮೂರು ಶಿಲ್ಪಿಗಳಿಂದ ಮೂರ್ತಿ ಕೆತ್ತಿಸಿತ್ತು. ಅವುಗಳಲ್ಲಿ ಮೈಸೂರಿನ ಅರುಣ್ ಯೋಗಿರಾಜ್ ಕೆತ್ತಿದ ಮೂರ್ತಿಯನ್ನು ಗರ್ಭಗುಡಿಯಲ್ಲಿ ಪ್ರತಿಷ್ಠಾಪಿಸಲಾಗಿದೆ. ಉಳಿದ ಎರಡು ಮೂರ್ತಿಗಳನ್ನು ಮಂದಿರದ ಇತರ ಭಾಗಗಳಲ್ಲಿ ಇರಿಸಲಾಗುವುದು ಎಂದು ಟ್ರಸ್ಟ್ ತಿಳಿಸಿದೆ.	[654, 822, 774, 901]
scholarship-photo	[296, 794, 492, 900]
citu-photo	[296, 532, 494, 636]
kharge-photo	[654, 548, 906, 634]
ram-headline-line2: ಲಲ್ಲಾ ಮೂರ್ತಿ ಚಿತ್ರ ಬಹಿರಂಗ	[706, 799, 854, 815]
bottom-rule	[294, 1124, 910, 1126]
story4-headline: ನಮ್ಮ ಅಭಿಪ್ರಾಯ ಯಾರೂ ಕೇಳಿಲ್ಲ!	[34, 978, 286, 998]
scholarship-body-right: ಮೈಸೂರು,ಜ.23(ಜಿಎ)- ಸಂಶೋಧನಾ ವಿದ್ಯಾರ್ಥಿಗಳಿಗೆ ಬಾಕಿ ಇರುವ ಶಿಷ್ಯವೇತನ ಬಿಡುಗಡೆ ಮಾಡುವಂತೆ ಆಗ್ರಹಿಸಿ ಕರ್ನಾಟಕ ರಾಜ್ಯ ಸಂಶೋಧನಾ ವೇದಿಕೆ ಕಾರ್ಯಕರ್ತರು ಕ್ರಾಫರ್ಡ್ ಭವನದ ಮುಂಭಾಗ ಪ್ರತಿಭಟನೆ ನಡೆಸಿದರು. 2022-23, 2023-24ನೇ ಸಾಲಿನಲ್ಲಿ ನೋಂದಣಿಯಾಗಿರುವ ಸಂಶೋಧನಾ ವಿದ್ಯಾರ್ಥಿಗಳಿಗೆ ಶಿಷ್ಯವೇತನ ನೀಡಿಲ್ಲ. ಇದರಿಂದ ಬಡ ವಿದ್ಯಾರ್ಥಿಗಳ ಸಂಶೋಧನೆಗೆ ತೊಂದರೆಯಾಗಿದೆ. ವಿಶ್ವವಿದ್ಯಾನಿಲಯ ಹಾಗೂ ಸರ್ಕಾರ ಕೂಡಲೇ ಕ್ರಮ ಕೈಗೊಳ್ಳಬೇಕು. ಫೆಲೋಶಿಪ್ ಮೊತ್ತ ಹೆಚ್ಚಿಸಬೇಕು ಎಂದು ಆಗ್ರಹಿಸಿದರು. ಈ ಸಂದರ್ಭದಲ್ಲಿ ವೇದಿಕೆಯ ಪದಾಧಿಕಾರಿಗಳು ಹಾಗೂ ಸಂಶೋಧನಾ ವಿದ್ಯಾರ್ಥಿಗಳು ಪಾಲ್ಗೊಂಡಿದ್ದರು.	[496, 794, 646, 865]
issue-date: ಬುಧವಾರ 24 ಜನವರಿ 2024	[754, 52, 905, 68]
citu-kicker: ಅನುದಾನ ಹೆಚ್ಚಳ, ಕನಿಷ್ಠ ವೇತನಕ್ಕೆ ಆಗ್ರಹಿಸಿ	[294, 490, 646, 506]
students-protest-image	[297, 795, 493, 901]
scholarship-photo-caption: ಕರ್ನಾಟಕ ರಾಜ್ಯ ಸಂಶೋಧನಾ ವೇದಿಕೆಯಿಂದ ಮೈಸೂರು ವಿಶ್ವವಿದ್ಯಾನಿಲಯದ ಕ್ರಾಫರ್ಡ್ ಭವನದ ಮುಂಭಾಗ ಮಂಗಳವಾರ ಪ್ರತಿಭಟನೆ ನಡೆಸಲಾಯಿತು.	[303, 902, 485, 917]
yellow-dot	[872, 1382, 879, 1389]
bottom-body3: ಮಾಡುತ್ತಿದ್ದಾರೆ ಎಂದು ಟೀಕಿಸಿದರು. ಮೂವರು ಡಿಸಿಎಂ ಹುದ್ದೆ ಸೃಷ್ಟಿ ಕುರಿತು ಪ್ರತಿಕ್ರಿಯಿಸಿದ ಅವರು, ಈ ವಿಚಾರ ಈಗ ಅಪ್ರಸ್ತುತ. ಹೈಕಮಾಂಡ್ ತೀರ್ಮಾನಕ್ಕೆ ಎಲ್ಲರೂ ಬದ್ಧರಾಗಿದ್ದೇವೆ. ಲೋಕಸಭಾ ಚುನಾವಣೆಯಲ್ಲಿ ಹೆಚ್ಚಿನ ಸ್ಥಾನ ಗೆಲ್ಲುವುದು ನಮ್ಮ ಗುರಿ ಎಂದರು. ಮಾಡುತ್ತಿದ್ದಾರೆ ಎಂದು ಟೀಕಿಸಿದರು. ಮೂವರು ಡಿಸಿಎಂ ಹುದ್ದೆ ಸೃಷ್ಟಿ ಕುರಿತು ಪ್ರತಿಕ್ರಿಯಿಸಿದ ಅವರು, ಈ ವಿಚಾರ ಈಗ ಅಪ್ರಸ್ತುತ. ಹೈಕಮಾಂಡ್ ತೀರ್ಮಾನಕ್ಕೆ ಎಲ್ಲರೂ ಬದ್ಧರಾಗಿದ್ದೇವೆ. ಲೋಕಸಭಾ ಚುನಾವಣೆಯಲ್ಲಿ ಹೆಚ್ಚಿನ ಸ್ಥಾನ ಗೆಲ್ಲುವುದು ನಮ್ಮ ಗುರಿ ಎಂದರು.	[556, 1184, 656, 1280]
bottom-body4: ಜತೆ ಬಿಜೆಪಿ ಸರ್ಕಾರ ಸುಮಾರು ನೀಡಿದ್ದ ಭರವಸೆಗಳು ಹುಸಿಯಾಗಿವೆ. ಜನರು ಈ ಬಾರಿ ಕಾಂಗ್ರೆಸ್ ಪರ ನಿಲ್ಲಲಿದ್ದಾರೆ. ಪಕ್ಷದ ಕಾರ್ಯಕರ್ತರು ಒಗ್ಗಟ್ಟಿನಿಂದ ಕೆಲಸ ಮಾಡಬೇಕು ಎಂದು ಕರೆ ನೀಡಿದರು. ಜತೆ ಬಿಜೆಪಿ ಸರ್ಕಾರ ಸುಮಾರು ನೀಡಿದ್ದ ಭರವಸೆಗಳು ಹುಸಿಯಾಗಿವೆ. ಜನರು ಈ ಬಾರಿ ಕಾಂಗ್ರೆಸ್ ಪರ ನಿಲ್ಲಲಿದ್ದಾರೆ. ಪಕ್ಷದ ಕಾರ್ಯಕರ್ತರು ಒಗ್ಗಟ್ಟಿನಿಂದ ಕೆಲಸ ಮಾಡಬೇಕು ಎಂದು ಕರೆ ನೀಡಿದರು. ಜತೆ ಬಿಜೆಪಿ ಸರ್ಕಾರ ಸುಮಾರು ನೀಡಿದ್ದ ಭರವಸೆಗಳು ಹುಸಿಯಾಗಿವೆ. ಜನರು ಈ ಬಾರಿ ಕಾಂಗ್ರೆಸ್ ಪರ ನಿಲ್ಲಲಿದ್ದಾರೆ. ಪಕ್ಷದ ಕಾರ್ಯಕರ್ತರು ಒಗ್ಗಟ್ಟಿನಿಂದ ಕೆಲಸ ಮಾಡಬೇಕು ಎಂದು ಕರೆ ನೀಡಿದರು.	[660, 1184, 760, 1281]
lead-photo-caption: ಮೈಸೂರಿನ ದಾಸಪ್ಪ ವೃತ್ತದಲ್ಲಿ ಸಚಿವ ಈಶ್ವರ್ ಖಂಡ್ರೆ ನೇತೃತ್ವದಲ್ಲಿ ಕಾಂಗ್ರೆಸ್ ಕಾರ್ಯಕರ್ತರು ಪ್ರತಿಭಟನೆ ನಡೆಸಿದರು.	[490, 362, 706, 369]
citu-photo-caption: ವಿವಿಧ ಬೇಡಿಕೆ ಈಡೇರಿಸುವಂತೆ ಆಗ್ರಹಿಸಿ ಕರ್ನಾಟಕ ರಾಜ್ಯ ಅಂಗನವಾಡಿ ನೌಕರರ ಸಂಘ ಹಾಗೂ ಸಿಐಟಿಯು ಪದಾಧಿಕಾರಿಗಳು ಜಿಲ್ಲಾಧಿಕಾರಿ ಕಚೇರಿ ಬಳಿ ಮಂಗಳವಾರ ಪ್ರತಿಭಟನೆ ನಡೆಸಿದರು.	[296, 638, 494, 653]
kharge-headline-line2: ಅಭಿಮಾನಿಗಳಿಂದ ಪೊಲೀಸರಿಗೆ ದೂರು	[694, 527, 866, 542]
column-divider	[290, 84, 291, 1374]
section-rule	[294, 487, 910, 488]
registration-marks-left	[22, 1382, 82, 1392]
bottom-headline: ಕಾಂಗ್ರೆಸ್ ಅಭಿವೃದ್ಧಿ ಮೇಲೆ ಬಿಜೆಪಿ ರಾಜಕೀಯ ಮಾಡುತ್ತಿದೆ	[388, 1131, 816, 1156]
kharge-complaint-image	[655, 549, 907, 635]
lead-body-left: ಮೈಸೂರು, ಜ.23(ಎಂಟಿವೈ)- ಅಸ್ಸಾಂನಲ್ಲಿ ರಾಹುಲ್ ಗಾಂಧಿ ನೇತೃತ್ವದ ಭಾರತ್ ಜೋಡೋ ನ್ಯಾಯಯಾತ್ರೆ ಮೇಲೆ ಕಿಡಿಗೇಡಿಗಳು ಕಲ್ಲು ತೂರಾಟ ನಡೆಸಿ, ಪ್ರಜಾಪ್ರಭುತ್ವದ ಕಗ್ಗೊಲೆ ನಡೆಸಿದ್ದಾರೆ ಎಂದು ಆರೋಪಿಸಿ ಅರಣ್ಯ ಸಚಿವ ಈಶ್ವರ್ ಖಂಡ್ರೆ ನೇತೃತ್ವದಲ್ಲಿ ಕಾಂಗ್ರೆಸ್ ಕಾರ್ಯಕರ್ತರು ಮೈಸೂರಿನಲ್ಲಿ ಬೃಹತ್ ಪ್ರತಿಭಟನೆ ನಡೆಸಿದರು. ಮೈಸೂರಿನ ದಾಸಪ್ಪ ವೃತ್ತದ ಬಳಿ ಮಂಗಳವಾರ ಜಮಾಯಿಸಿದ ಕಾರ್ಯಕರ್ತರು ಕೇಂದ್ರ ಸರ್ಕಾರ ಹಾಗೂ ಅಸ್ಸಾಂ ರಾಜ್ಯ ಸರ್ಕಾರದ ವಿರುದ್ಧ ಘೋಷಣೆ ಕೂಗಿದರು. ಈ ಸಂದರ್ಭದಲ್ಲಿ ಮಾತನಾಡಿದ ಸಚಿವರು, ಯಾತ್ರೆಗೆ ಸಿಗುತ್ತಿರುವ ಜನಬೆಂಬಲ ಸಹಿಸದೆ ಬಿಜೆಪಿ ಈ ದಾಳಿ ನಡೆಸಿದೆ ಎಂದು ಆರೋಪಿಸಿದರು. ದೇಶದ ಸಂವಿಧಾನ ಹಾಗೂ ಪ್ರಜಾಪ್ರಭುತ್ವ ಉಳಿಸಲು ರಾಹುಲ್ ಗಾಂಧಿ ಯಾತ್ರೆ ಕೈಗೊಂಡಿದ್ದಾರೆ ಎಂದರು. ಮೈಸೂರು, ಜ.23(ಎಂಟಿವೈ)- ಅಸ್ಸಾಂನಲ್ಲಿ ರಾಹುಲ್ ಗಾಂಧಿ ನೇತೃತ್ವದ ಭಾರತ್ ಜೋಡೋ ನ್ಯಾಯಯಾತ್ರೆ ಮೇಲೆ ಕಿಡಿಗೇಡಿಗಳು ಕಲ್ಲು ತೂರಾಟ ನಡೆಸಿ, ಪ್ರಜಾಪ್ರಭುತ್ವದ ಕಗ್ಗೊಲೆ ನಡೆಸಿದ್ದಾರೆ ಎಂದು ಆರೋಪಿಸಿ ಅರಣ್ಯ ಸಚಿವ ಈಶ್ವರ್ ಖಂಡ್ರೆ ನೇತೃತ್ವದಲ್ಲಿ ಕಾಂಗ್ರೆಸ್ ಕಾರ್ಯಕರ್ತರು ಮೈಸೂರಿನಲ್ಲಿ ಬೃಹತ್ ಪ್ರತಿಭಟನೆ ನಡೆಸಿದರು. ಮೈಸೂರಿನ ದಾಸಪ್ಪ ವೃತ್ತದ ಬಳಿ ಮಂಗಳವಾರ ಜಮಾಯಿಸಿದ ಕಾರ್ಯಕರ್ತರು ಕೇಂದ್ರ ಸರ್ಕಾರ ಹಾಗೂ ಅಸ್ಸಾಂ ರಾಜ್ಯ ಸರ್ಕಾರದ ವಿರುದ್ಧ ಘೋಷಣೆ ಕೂಗಿದರು. ಈ ಸಂದರ್ಭದಲ್ಲಿ ಮಾತನಾಡಿದ ಸಚಿವರು, ಯಾತ್ರೆಗೆ ಸಿಗುತ್ತಿರುವ ಜನಬೆಂಬಲ ಸಹಿಸದೆ ಬಿಜೆಪಿ ಈ ದಾಳಿ ನಡೆಸಿದೆ ಎಂದು ಆರೋಪಿಸಿದರು. ದೇಶದ ಸಂವಿಧಾನ ಹಾಗೂ ಪ್ರಜಾಪ್ರಭುತ್ವ ಉಳಿಸಲು ರಾಹುಲ್ ಗಾಂಧಿ ಯಾತ್ರೆ ಕೈಗೊಂಡಿದ್ದಾರೆ ಎಂದರು.	[294, 184, 442, 344]
kharge-body: ಮೈಸೂರು,ಜ.23(ಜಿಎ)- ಎಐಸಿಸಿ ಅಧ್ಯಕ್ಷ ಮಲ್ಲಿಕಾರ್ಜುನ ಖರ್ಗೆ ಅವರ ಕುರಿತು ಅವಹೇಳನಕಾರಿ ಹೇಳಿಕೆ ನೀಡಿರುವ ಚಕ್ರವರ್ತಿ ಸೂಲಿಬೆಲೆ ವಿರುದ್ಧ ಕಾನೂನು ಕ್ರಮ ಕೈಗೊಳ್ಳುವಂತೆ ಖರ್ಗೆ ಅಭಿಮಾನಿಗಳ ಬಳಗದ ಸದಸ್ಯರು ದೇವರಾಜ ಪೊಲೀಸ್ ಠಾಣೆಗೆ ದೂರು ಸಲ್ಲಿಸಿದರು. ದಲಿತ ನಾಯಕರನ್ನು ಅವಮಾನಿಸುವ ಮೂಲಕ ಸಮಾಜದಲ್ಲಿ ಅಶಾಂತಿ ಸೃಷ್ಟಿಸಲು ಯತ್ನಿಸುತ್ತಿದ್ದಾರೆ. ಕೂಡಲೇ ಅವರನ್ನು ಬಂಧಿಸಬೇಕು ಎಂದು ಆಗ್ರಹಿಸಿದರು. ಈ ಸಂದರ್ಭದಲ್ಲಿ ಬಳಗದ ಅಧ್ಯಕ್ಷರು ಹಾಗೂ ಪದಾಧಿಕಾರಿಗಳು ಉಪಸ್ಥಿತರಿದ್ದರು. ಸಂವಿಧಾನದ ಹುದ್ದೆಯಲ್ಲಿರುವವರ ಬಗ್ಗೆ ಹಗುರವಾಗಿ ಮಾತನಾಡುವುದು ಸರಿಯಲ್ಲ ಎಂದರು.	[654, 654, 906, 693]
story4-body: ನಗರದ ಅಭಿವೃದ್ಧಿ ಯೋಜನೆಗಳ ಕುರಿತು ಸ್ಥಳೀಯ ನಿವಾಸಿಗಳ ಅಭಿಪ್ರಾಯವನ್ನು ಯಾರೂ ಕೇಳಿಲ್ಲ ಎಂದು ನಾಗರಿಕರು ಆಕ್ಷೇಪ ವ್ಯಕ್ತಪಡಿಸಿದ್ದಾರೆ. ರಸ್ತೆ ಅಗಲೀಕರಣ, ಒಳಚರಂಡಿ ಕಾಮಗಾರಿ ಹಾಗೂ ಉದ್ಯಾನವನ ನಿರ್ವಹಣೆಯಲ್ಲಿ ಪಾರದರ್ಶಕತೆ ಇಲ್ಲ ಎಂದು ಅವರು ದೂರಿದ್ದಾರೆ. ಸಭೆ ಕರೆದು ಜನರ ಅಹವಾಲು ಆಲಿಸಬೇಕು ಎಂದು ಒತ್ತಾಯಿಸಿದ್ದಾರೆ. ಸಂಬಂಧಪಟ್ಟ ಅಧಿಕಾರಿಗಳು ಕೂಡಲೇ ಸ್ಪಂದಿಸಬೇಕು ಎಂದು ಮನವಿ ಮಾಡಿದ್ದಾರೆ. ಇಲ್ಲದಿದ್ದಲ್ಲಿ ಹೋರಾಟ ನಡೆಸಲಾಗುವುದು ಎಂದು ಎಚ್ಚರಿಸಿದ್ದಾರೆ. ವಾರ್ಡ್ ಸಮಿತಿಗಳನ್ನು ರಚಿಸಿ ಜನರ ಸಹಭಾಗಿತ್ವ ಖಚಿತಪಡಿಸಬೇಕು ಎಂದು ಹೇಳಿದ್ದಾರೆ. ಮುಂದಿನ ಬಜೆಟ್‌ನಲ್ಲಿ ಆದ್ಯತೆ ನೀಡಬೇಕು ಎಂದರು. ನಗರದ ಅಭಿವೃದ್ಧಿ ಯೋಜನೆಗಳ ಕುರಿತು ಸ್ಥಳೀಯ ನಿವಾಸಿಗಳ ಅಭಿಪ್ರಾಯವನ್ನು ಯಾರೂ ಕೇಳಿಲ್ಲ ಎಂದು ನಾಗರಿಕರು ಆಕ್ಷೇಪ ವ್ಯಕ್ತಪಡಿಸಿದ್ದಾರೆ. ರಸ್ತೆ ಅಗಲೀಕರಣ, ಒಳಚರಂಡಿ ಕಾಮಗಾರಿ ಹಾಗೂ ಉದ್ಯಾನವನ ನಿರ್ವಹಣೆಯಲ್ಲಿ ಪಾರದರ್ಶಕತೆ ಇಲ್ಲ ಎಂದು ಅವರು ದೂರಿದ್ದಾರೆ. ಸಭೆ ಕರೆದು ಜನರ ಅಹವಾಲು ಆಲಿಸಬೇಕು ಎಂದು ಒತ್ತಾಯಿಸಿದ್ದಾರೆ. ಸಂಬಂಧಪಟ್ಟ ಅಧಿಕಾರಿಗಳು ಕೂಡಲೇ ಸ್ಪಂದಿಸಬೇಕು ಎಂದು ಮನವಿ ಮಾಡಿದ್ದಾರೆ. ಇಲ್ಲದಿದ್ದಲ್ಲಿ ಹೋರಾಟ ನಡೆಸಲಾಗುವುದು ಎಂದು ಎಚ್ಚರಿಸಿದ್ದಾರೆ. ವಾರ್ಡ್ ಸಮಿತಿಗಳನ್ನು ರಚಿಸಿ ಜನರ ಸಹಭಾಗಿತ್ವ ಖಚಿತಪಡಿಸಬೇಕು ಎಂದು ಹೇಳಿದ್ದಾರೆ. ಮುಂದಿನ ಬಜೆಟ್‌ನಲ್ಲಿ ಆದ್ಯತೆ ನೀಡಬೇಕು ಎಂದರು. ನಗರದ ಅಭಿವೃದ್ಧಿ ಯೋಜನೆಗಳ ಕುರಿತು ಸ್ಥಳೀಯ ನಿವಾಸಿಗಳ ಅಭಿಪ್ರಾಯವನ್ನು ಯಾರೂ ಕೇಳಿಲ್ಲ ಎಂದು ನಾಗರಿಕರು ಆಕ್ಷೇಪ ವ್ಯಕ್ತಪಡಿಸಿದ್ದಾರೆ. ರಸ್ತೆ ಅಗಲೀಕರಣ, ಒಳಚರಂಡಿ ಕಾಮಗಾರಿ ಹಾಗೂ ಉದ್ಯಾನವನ ನಿರ್ವಹಣೆಯಲ್ಲಿ ಪಾರದರ್ಶಕತೆ ಇಲ್ಲ ಎಂದು ಅವರು ದೂರಿದ್ದಾರೆ. ಸಭೆ ಕರೆದು ಜನರ ಅಹವಾಲು ಆಲಿಸಬೇಕು ಎಂದು ಒತ್ತಾಯಿಸಿದ್ದಾರೆ. ಸಂಬಂಧಪಟ್ಟ ಅಧಿಕಾರಿಗಳು ಕೂಡಲೇ ಸ್ಪಂದಿಸಬೇಕು ಎಂದು ಮನವಿ ಮಾಡಿದ್ದಾರೆ. ಇಲ್ಲದಿದ್ದಲ್ಲಿ ಹೋರಾಟ ನಡೆಸಲಾಗುವುದು ಎಂದು ಎಚ್ಚರಿಸಿದ್ದಾರೆ. ವಾರ್ಡ್ ಸಮಿತಿಗಳನ್ನು ರಚಿಸಿ ಜನರ ಸಹಭಾಗಿತ್ವ ಖಚಿತಪಡಿಸಬೇಕು ಎಂದು ಹೇಳಿದ್ದಾರೆ. ಮುಂದಿನ ಬಜೆಟ್‌ನಲ್ಲಿ ಆದ್ಯತೆ ನೀಡಬೇಕು ಎಂದರು.	[34, 1001, 286, 1122]
bottom-body2: ಅಭಿವೃದ್ಧಿ ಕಾರ್ಯ ನಡೆಸುತ್ತಿದ್ದರೂ ಸಹ ಬಿಜೆಪಿ ರಾಜಕೀಯ ಮಾಡುತ್ತಿದೆ. ಕೇಂದ್ರ ಸರ್ಕಾರ ರಾಜ್ಯಕ್ಕೆ ನ್ಯಾಯಯುತ ಪಾಲು ನೀಡುತ್ತಿಲ್ಲ. ಬರ ಪರಿಹಾರ ಬಿಡುಗಡೆ ಮಾಡಿಲ್ಲ ಎಂದು ಕಿಡಿಕಾರಿದರು. 2018ರಲ್ಲಿ ಅಧಿಕಾರದಲ್ಲಿದ್ದ ಸರ್ಕಾರದ ಸಾಧನೆಗಳನ್ನು ಜನ ಮರೆತಿಲ್ಲ. ಅಭಿವೃದ್ಧಿ ಕಾರ್ಯ ನಡೆಸುತ್ತಿದ್ದರೂ ಸಹ ಬಿಜೆಪಿ ರಾಜಕೀಯ ಮಾಡುತ್ತಿದೆ. ಕೇಂದ್ರ ಸರ್ಕಾರ ರಾಜ್ಯಕ್ಕೆ ನ್ಯಾಯಯುತ ಪಾಲು ನೀಡುತ್ತಿಲ್ಲ. ಬರ ಪರಿಹಾರ ಬಿಡುಗಡೆ ಮಾಡಿಲ್ಲ ಎಂದು ಕಿಡಿಕಾರಿದರು. 2018ರಲ್ಲಿ ಅಧಿಕಾರದಲ್ಲಿದ್ದ ಸರ್ಕಾರದ ಸಾಧನೆಗಳನ್ನು ಜನ ಮರೆತಿಲ್ಲ.	[402, 1248, 548, 1312]
registration-marks-right	[850, 1382, 910, 1392]
story2-headline: ಬಾಲರಾಮನ ದರ್ಶನ	[34, 548, 286, 566]
magenta-dot	[33, 1382, 40, 1389]
story3-headline: ಇನ್ನು ಭಾರಿ ದಂಡದ ಬರೆ	[34, 704, 286, 722]
citu-body-bottom: ಮೈಸೂರು,ಜ.23(ಜಿಎ)- 2024-25ನೇ ಸಾಲಿನ ಕೇಂದ್ರ ಬಜೆಟ್‌ನಲ್ಲಿ ಅಂಗನವಾಡಿ ನೌಕರರಿಗೆ ಹೆಚ್ಚಿನ ಅನುದಾನ ಮೀಸಲಿಡಬೇಕು, ಕನಿಷ್ಠ ವೇತನ ನೀಡಬೇಕು ಎಂದು ಆಗ್ರಹಿಸಿ ಸಿಐಟಿಯು ಹಾಗೂ ಅಂಗನವಾಡಿ ನೌಕರರ ಸಂಘದ ಕಾರ್ಯಕರ್ತರು ನಗರದಲ್ಲಿ ಪ್ರತಿಭಟನೆ ನಡೆಸಿದರು. ಕೇಂದ್ರ ಸರ್ಕಾರ ಅಂಗನವಾಡಿ ನೌಕರರ ಬೇಡಿಕೆ ಈಡೇರಿಸುವಲ್ಲಿ ವಿಫಲವಾಗಿದೆ ಎಂದು ಆರೋಪಿಸಿದರು. ರಾಜ್ಯಾದ್ಯಂತ ಸಾವಿರಾರು ಕಾರ್ಯಕರ್ತೆಯರು ಕಡಿಮೆ ಗೌರವಧನದಲ್ಲಿ ಕೆಲಸ ಮಾಡುತ್ತಿದ್ದಾರೆ. ಬೆಲೆ ಏರಿಕೆಯಿಂದ ಜೀವನ ನಿರ್ವಹಣೆ ಕಷ್ಟವಾಗಿದೆ. ಕೂಡಲೇ ಸರ್ಕಾರ ಸ್ಪಂದಿಸಬೇಕು ಎಂದು ಒತ್ತಾಯಿಸಿದರು. ಈ ವೇಳೆ ಸಂಘದ ಪದಾಧಿಕಾರಿಗಳು ಹಾಗೂ ನೂರಾರು ಕಾರ್ಯಕರ್ತೆಯರು ಭಾಗವಹಿಸಿದ್ದರು.	[296, 672, 646, 703]
magenta-dot	[861, 1382, 868, 1389]
black-dot	[55, 1382, 62, 1389]
citu-protest-image	[297, 533, 495, 637]
